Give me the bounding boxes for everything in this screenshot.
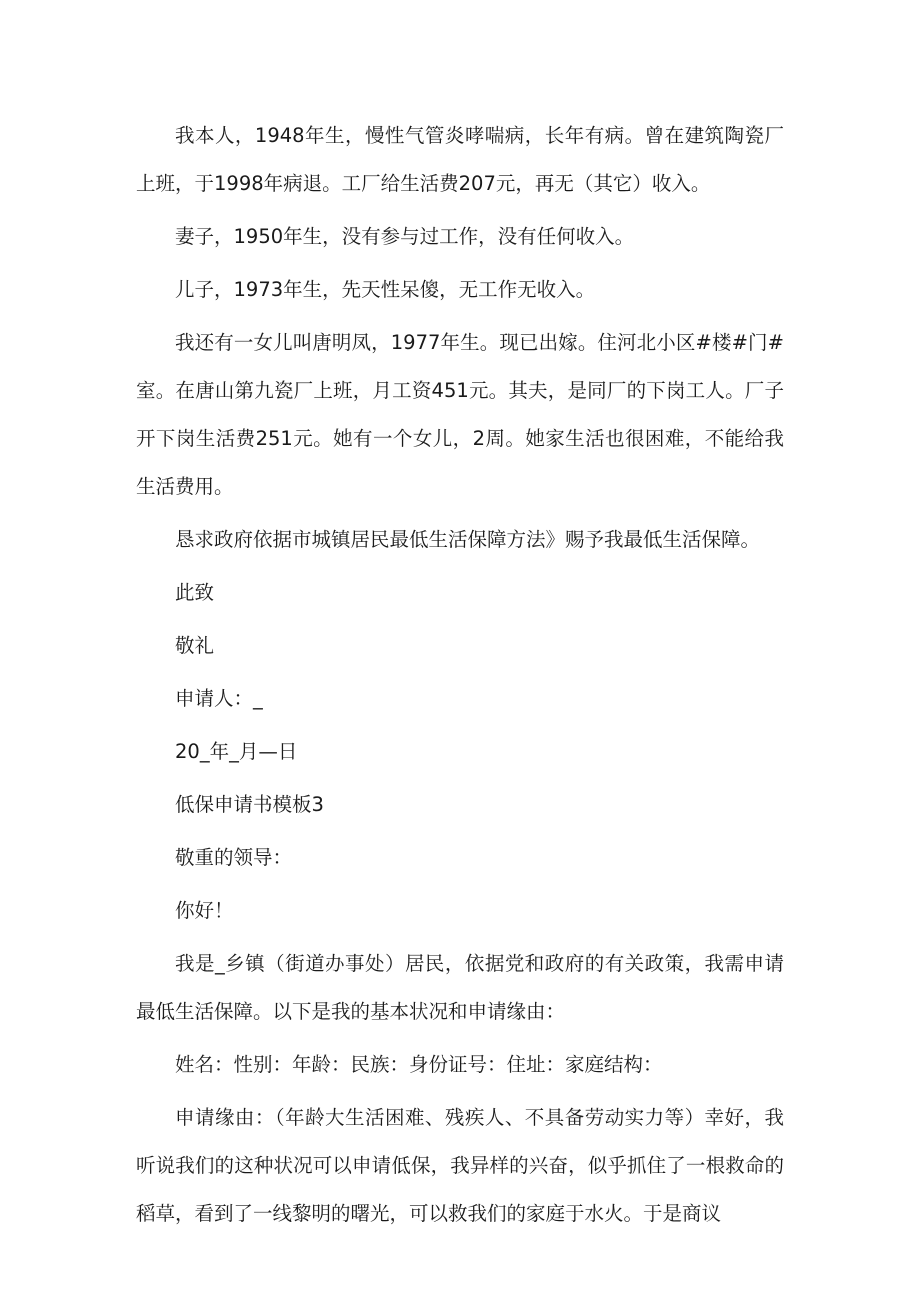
paragraph-request: 恳求政府依据市城镇居民最低生活保障方法》赐予我最低生活保障。 [175, 528, 761, 551]
closing-regards: 敬礼 [175, 634, 215, 657]
paragraph-son-info: 儿子，1973年生，先天性呆傻，无工作无收入。 [175, 278, 596, 301]
paragraph-self-info: 我本人，1948年生，慢性气管炎哮喘病，长年有病。曾在建筑陶瓷厂上班，于1998年病退。工厂给生活费207元，再无（其它）收入。 [136, 124, 784, 195]
paragraph-wife-info: 妻子，1950年生，没有参与过工作，没有任何收入。 [175, 225, 635, 248]
paragraph-intro: 我是_乡镇（街道办事处）居民，依据党和政府的有关政策，我需申请最低生活保障。以下是我的基本状况和申请缘由： [136, 952, 784, 1023]
closing-salutation: 此致 [175, 581, 215, 604]
document-body [136, 112, 784, 1243]
paragraph-basic-info-fields: 姓名：性别：年龄：民族：身份证号：住址：家庭结构： [175, 1053, 663, 1076]
paragraph-daughter-info: 我还有一女儿叫唐明凤，1977年生。现已出嫁。住河北小区#楼#门#室。在唐山第九瓷厂上班，月工资451元。其夫，是同厂的下岗工人。厂子开下岗生活费251元。她有一个女儿，2周。她家生活也很困难，不能给我生活费用。 [136, 331, 784, 498]
paragraph-reasons: 申请缘由：（年龄大生活困难、残疾人、不具备劳动实力等）幸好，我听说我们的这种状况可以申请低保，我异样的兴奋，似乎抓住了一根救命的稻草，看到了一线黎明的曙光，可以救我们的家庭于水火。于是商议 [136, 1106, 784, 1225]
date-line: 20_年_月—日 [175, 740, 298, 763]
applicant-signature-line: 申请人：_ [175, 687, 263, 710]
letter-greeting: 敬重的领导： [175, 846, 293, 869]
section-title: 低保申请书模板3 [175, 793, 324, 816]
letter-hello: 你好！ [175, 899, 234, 922]
